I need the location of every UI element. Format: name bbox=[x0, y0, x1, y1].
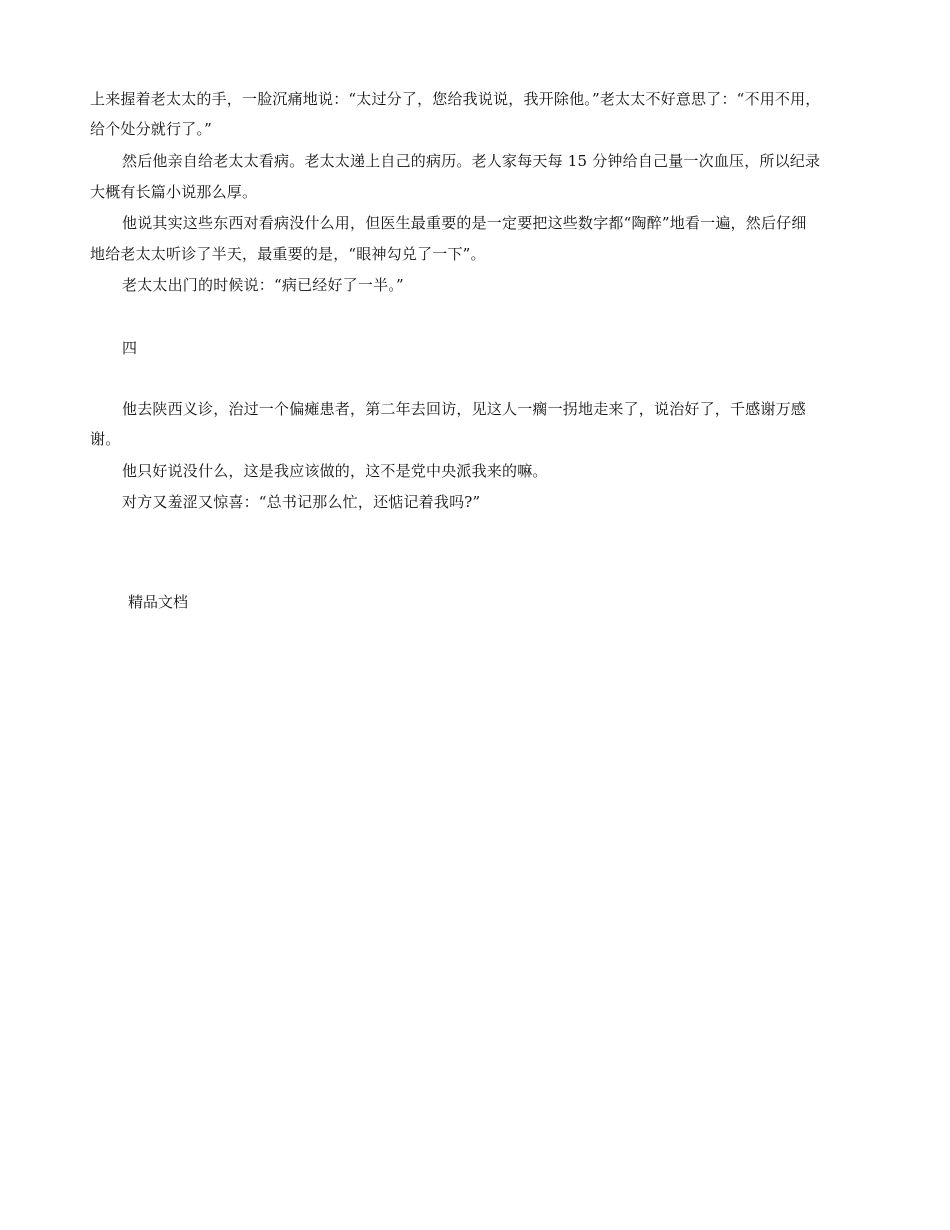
text-line: 他只好说没什么，这是我应该做的，这不是党中央派我来的嘛。 bbox=[122, 462, 548, 480]
text-line: 上来握着老太太的手，一脸沉痛地说：“太过分了，您给我说说，我开除他。”老太太不好意思了：“不用不用， bbox=[90, 90, 821, 108]
text-line: 然后他亲自给老太太看病。老太太递上自己的病历。老人家每天每 15 分钟给自己量一次血压，所以纪录 bbox=[122, 152, 821, 170]
section-heading: 四 bbox=[122, 339, 138, 357]
text-line: 他说其实这些东西对看病没什么用，但医生最重要的是一定要把这些数字都“陶醉”地看一遍，然后仔细 bbox=[122, 214, 807, 232]
footer-text: 精品文档 bbox=[128, 593, 189, 611]
text-line: 谢。 bbox=[90, 430, 121, 448]
text-line: 对方又羞涩又惊喜：“总书记那么忙，还惦记着我吗?” bbox=[122, 493, 481, 511]
text-line: 地给老太太听诊了半天，最重要的是，“眼神勾兑了一下”。 bbox=[90, 245, 486, 263]
text-line: 给个处分就行了。” bbox=[90, 120, 212, 138]
text-line: 他去陕西义诊，治过一个偏瘫患者，第二年去回访，见这人一瘸一拐地走来了，说治好了，千感谢万感 bbox=[122, 400, 807, 418]
text-line: 老太太出门的时候说：“病已经好了一半。” bbox=[122, 276, 404, 294]
text-line: 大概有长篇小说那么厚。 bbox=[90, 183, 258, 201]
